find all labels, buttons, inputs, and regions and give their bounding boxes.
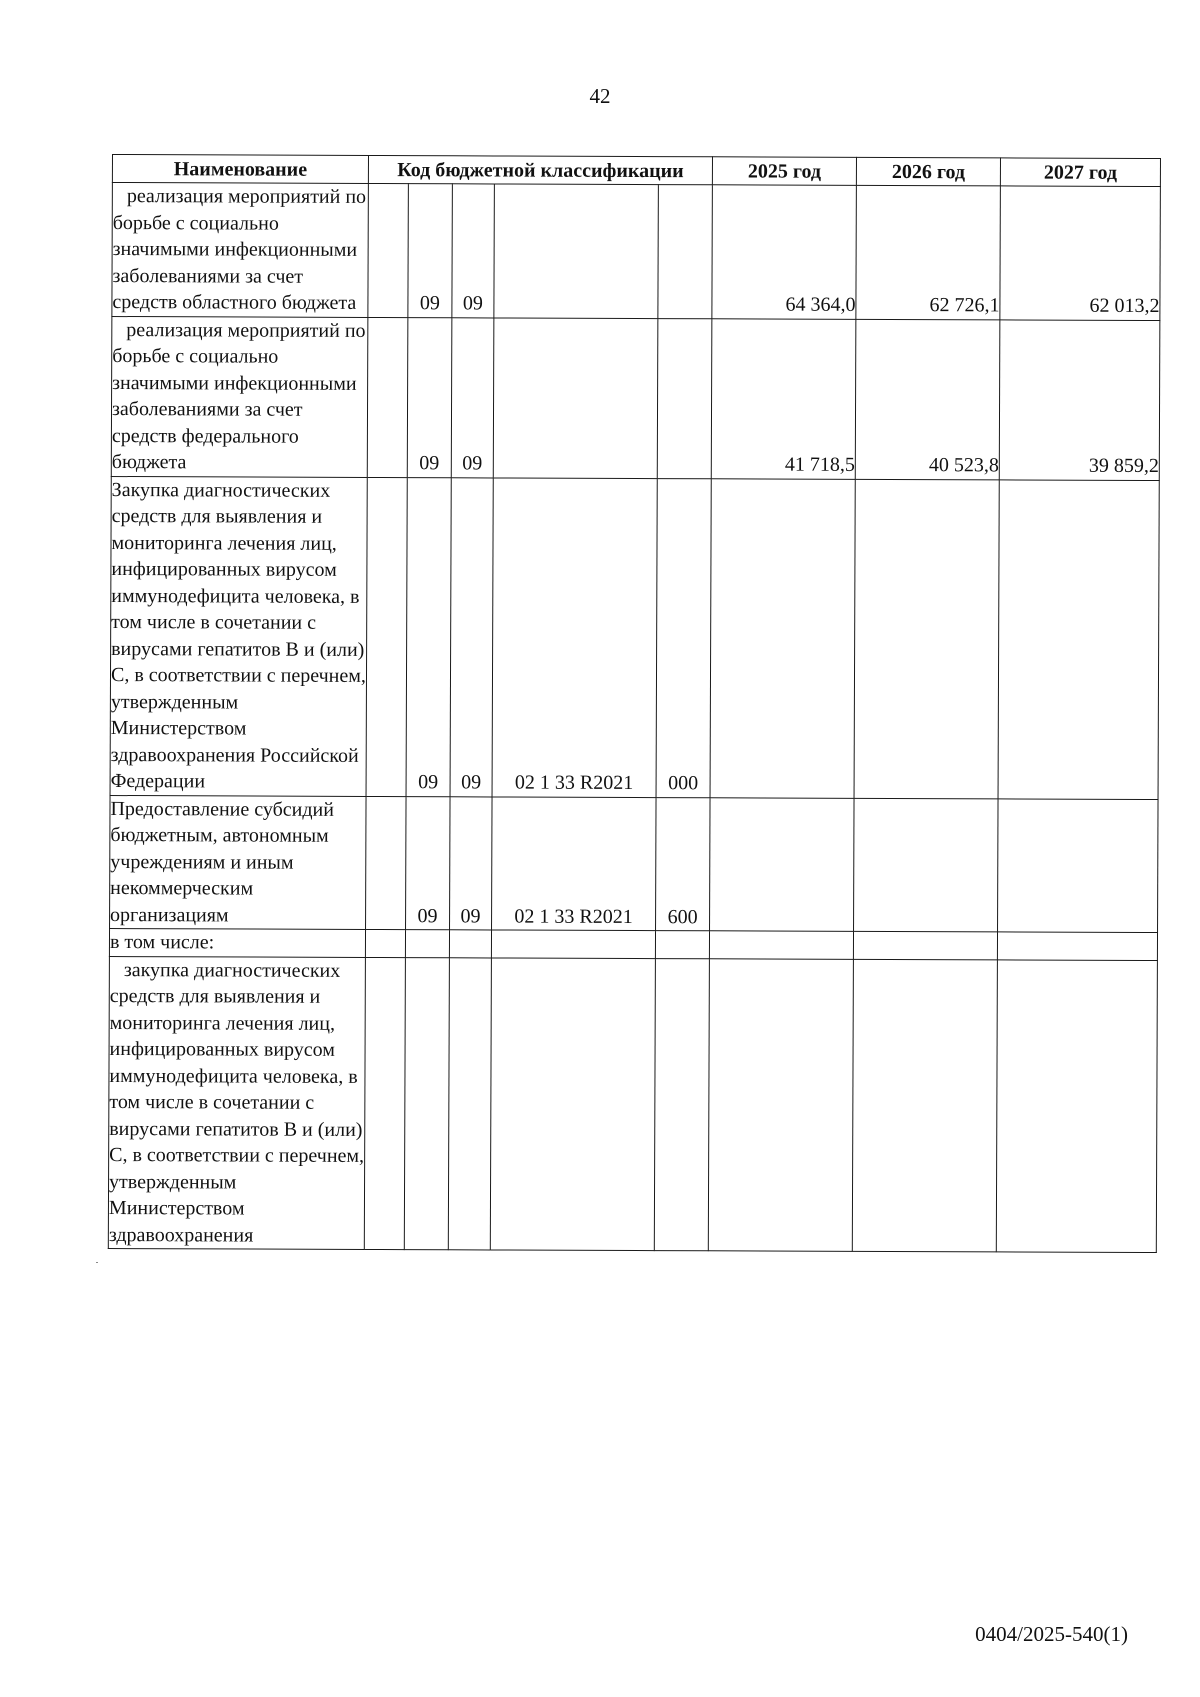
scan-speck xyxy=(96,1262,98,1263)
code-part-3: 09 xyxy=(451,317,494,477)
code-part-3: 09 xyxy=(450,477,493,796)
document-code: 0404/2025-540(1) xyxy=(975,1622,1128,1646)
table-row xyxy=(110,795,1159,933)
code-part-5 xyxy=(654,958,709,1251)
table-header-row xyxy=(112,155,1160,187)
value-2027 xyxy=(996,959,1157,1252)
code-part-5 xyxy=(655,931,709,959)
code-part-2: 09 xyxy=(406,796,451,930)
row-name-cell xyxy=(110,795,367,929)
row-name: Предоставление субсидий бюджетным, автономным учреждениям и иным некоммерческим организациям xyxy=(110,797,335,926)
header-name: Наименование xyxy=(112,155,368,184)
header-year-2027: 2027 год xyxy=(1000,158,1160,187)
row-name: в том числе: xyxy=(109,930,215,954)
code-part-1 xyxy=(368,183,409,317)
table-row xyxy=(112,183,1161,321)
table-row xyxy=(110,476,1159,799)
row-name-cell xyxy=(110,476,367,796)
value-2026 xyxy=(854,479,999,799)
header-year-2026: 2026 год xyxy=(856,157,1000,186)
code-part-4 xyxy=(490,957,655,1250)
code-part-5 xyxy=(658,185,713,319)
row-name-cell xyxy=(111,316,368,477)
value-2027 xyxy=(998,798,1159,932)
value-2025 xyxy=(709,931,853,959)
code-part-5: 600 xyxy=(656,797,711,931)
code-part-4 xyxy=(493,317,658,478)
code-part-4 xyxy=(494,184,659,318)
page-number: 42 xyxy=(589,84,611,108)
table-row xyxy=(111,316,1160,480)
code-part-2: 09 xyxy=(408,184,453,318)
code-part-1 xyxy=(366,796,407,930)
row-name: Закупка диагностических средств для выявления и мониторинга лечения лиц, инфицированных вирусом иммунодефицита человека, в том числе в сочетании с вирусами гепатитов В и (или) С, в соответствии с перечнем, утвержденным Министерством здравоохранения Российской Федерации xyxy=(110,478,366,793)
row-name: реализация мероприятий по борьбе с социально значимыми инфекционными заболеваниями за счет средств областного бюджета xyxy=(112,185,367,314)
value-2027: 62 013,2 xyxy=(1000,186,1161,320)
code-part-3: 09 xyxy=(450,796,493,930)
code-part-5 xyxy=(657,318,712,478)
header-budget-code: Код бюджетной классификации xyxy=(368,155,712,184)
value-2026 xyxy=(854,798,999,932)
code-part-1 xyxy=(365,929,405,957)
value-2027 xyxy=(997,932,1157,960)
row-name-cell xyxy=(108,956,365,1249)
code-part-4: 02 1 33 R2021 xyxy=(492,477,657,797)
code-part-4: 02 1 33 R2021 xyxy=(492,796,657,930)
value-2027 xyxy=(998,479,1159,799)
code-part-1 xyxy=(364,957,405,1250)
row-name-cell xyxy=(109,928,365,956)
code-part-5: 000 xyxy=(656,478,711,797)
value-2026: 40 523,8 xyxy=(855,319,1000,480)
value-2027: 39 859,2 xyxy=(999,319,1160,480)
value-2025: 64 364,0 xyxy=(712,185,857,319)
value-2025 xyxy=(710,797,855,931)
value-2025 xyxy=(710,478,855,798)
value-2025 xyxy=(708,958,853,1251)
code-part-2: 09 xyxy=(406,477,451,796)
code-part-2: 09 xyxy=(407,317,452,477)
row-name: закупка диагностических средств для выявления и мониторинга лечения лиц, инфицированных вирусом иммунодефицита человека, в том числе в сочетании с вирусами гепатитов В и (или) С, в соответствии с перечнем, утвержденным Министерством здравоохранения xyxy=(108,958,365,1247)
code-part-1 xyxy=(367,317,408,477)
row-name-cell xyxy=(112,183,369,317)
code-part-4 xyxy=(491,930,655,958)
table-row xyxy=(108,956,1157,1253)
value-2026: 62 726,1 xyxy=(856,185,1001,319)
value-2025: 41 718,5 xyxy=(711,318,856,479)
value-2026 xyxy=(853,931,997,959)
header-year-2025: 2025 год xyxy=(712,157,856,186)
code-part-2 xyxy=(405,930,449,958)
value-2026 xyxy=(852,959,997,1252)
code-part-2 xyxy=(404,957,449,1250)
code-part-1 xyxy=(366,477,407,796)
code-part-3: 09 xyxy=(452,184,495,318)
budget-table xyxy=(108,154,1161,1253)
code-part-3 xyxy=(449,930,491,958)
row-name: реализация мероприятий по борьбе с социально значимыми инфекционными заболеваниями за счет средств федерального бюджета xyxy=(111,318,366,474)
code-part-3 xyxy=(448,957,491,1250)
table-row xyxy=(109,928,1157,960)
